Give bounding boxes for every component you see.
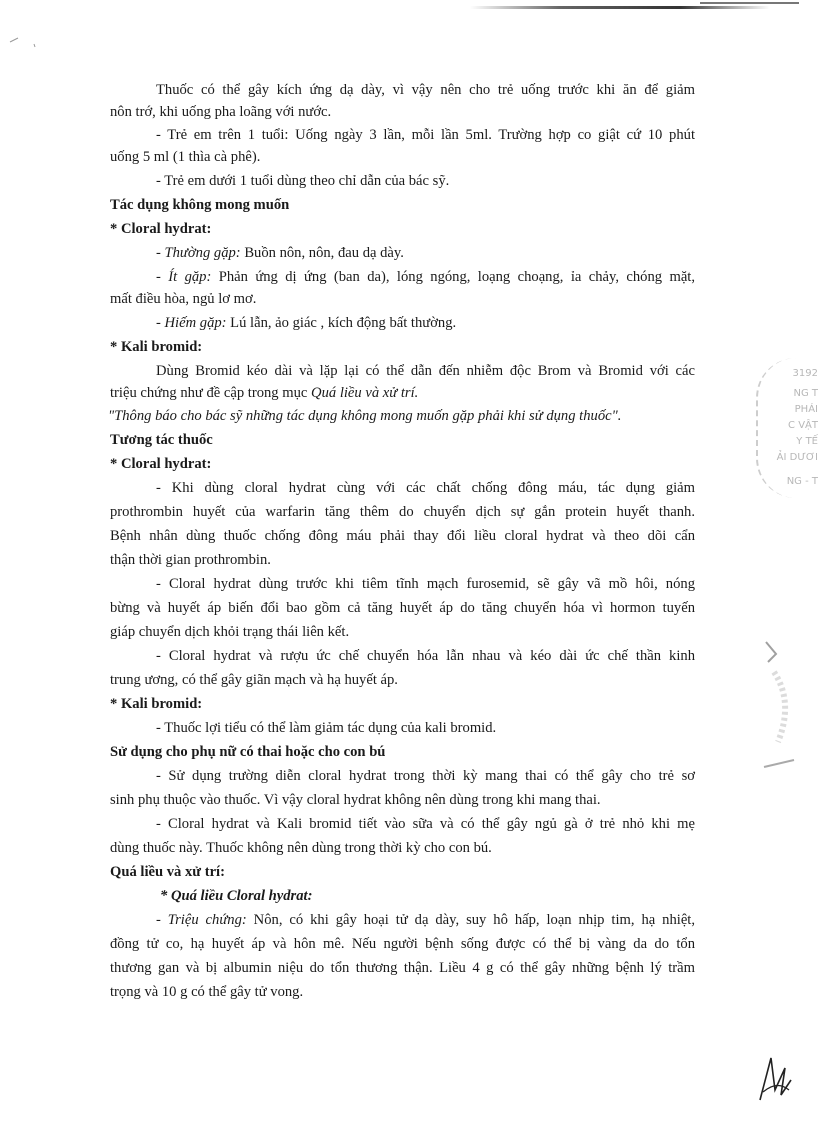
section-heading: Quá liều và xử trí: <box>110 864 225 880</box>
text-span: Phản ứng dị ứng (ban da), lóng ngóng, loạng choạng, ỉa chảy, chóng mặt, <box>211 269 696 285</box>
paragraph-line: mất điều hòa, ngủ lơ mơ. <box>110 291 257 307</box>
subsection-heading: * Cloral hydrat: <box>110 221 212 237</box>
paragraph-line: Dùng Bromid kéo dài và lặp lại có thể dẫn đến nhiễm độc Brom và Bromid với các <box>156 363 695 379</box>
paragraph-line: uống 5 ml (1 thìa cà phê). <box>110 149 261 165</box>
stamp-text: NG - T <box>786 476 818 487</box>
subsection-heading: * Kali bromid: <box>110 696 203 712</box>
paragraph-line: thương gan và bị albumin niệu do tổn thương thận. Liều 4 g có thể gây những bệnh lý trầm <box>110 960 695 976</box>
paragraph-line: - Trẻ em trên 1 tuổi: Uống ngày 3 lần, mỗi lần 5ml. Trường hợp co giật cứ 10 phút <box>156 127 695 143</box>
stamp-text: C VẬT <box>788 420 818 431</box>
scan-edge-line <box>470 6 770 9</box>
text-span: triệu chứng như đề cập trong mục <box>110 385 312 401</box>
subsection-heading: * Quá liều Cloral hydrat: <box>160 888 313 904</box>
section-heading: Sử dụng cho phụ nữ có thai hoặc cho con bú <box>110 744 386 760</box>
stamp-text: 3192 <box>792 368 818 379</box>
paragraph-line: nôn trớ, khi uống pha loãng với nước. <box>110 104 332 120</box>
stamp-seal <box>756 358 818 498</box>
paragraph-line <box>156 313 456 333</box>
label-italic: - Hiếm gặp: <box>156 315 227 331</box>
scan-mark-icon <box>8 28 38 48</box>
stamp-text: PHÁI <box>794 404 818 415</box>
section-heading: Tác dụng không mong muốn <box>110 197 290 213</box>
partial-seal-icon <box>764 632 804 772</box>
subsection-heading: * Kali bromid: <box>110 339 203 355</box>
paragraph-line: - Thuốc lợi tiểu có thể làm giảm tác dụng của kali bromid. <box>156 720 497 736</box>
text-span: Lú lẫn, ảo giác , kích động bất thường. <box>226 315 457 331</box>
label-italic: - Thường gặp: <box>156 245 241 261</box>
paragraph-line: trung ương, có thể gây giãn mạch và hạ huyết áp. <box>110 672 398 688</box>
paragraph-line: Thuốc có thể gây kích ứng dạ dày, vì vậy nên cho trẻ uống trước khi ăn để giảm <box>156 82 695 98</box>
paragraph-line: sinh phụ thuộc vào thuốc. Vì vậy cloral hydrat không nên dùng trong khi mang thai. <box>110 792 601 808</box>
paragraph-line: đồng tử co, hạ huyết áp và hôn mê. Nếu người bệnh sống được có thể bị vàng da do tổn <box>110 936 695 952</box>
paragraph-line: - Cloral hydrat và Kali bromid tiết vào sữa và có thể gây ngủ gà ở trẻ nhỏ khi mẹ <box>156 816 695 832</box>
label-italic: - Triệu chứng: <box>156 912 247 928</box>
paragraph-line: giáp chuyển dịch khỏi trạng thái liên kết. <box>110 624 350 640</box>
paragraph-line: - Sử dụng trường diễn cloral hydrat trong thời kỳ mang thai có thể gây cho trẻ sơ <box>156 768 695 784</box>
paragraph-line: - Trẻ em dưới 1 tuổi dùng theo chỉ dẫn của bác sỹ. <box>156 173 450 189</box>
paragraph-line: dùng thuốc này. Thuốc không nên dùng trong thời kỳ cho con bú. <box>110 840 492 856</box>
notice-line: "Thông báo cho bác sỹ những tác dụng không mong muốn gặp phải khi sử dụng thuốc". <box>108 408 622 424</box>
paragraph-line: Bệnh nhân dùng thuốc chống đông máu phải thay đổi liều cloral hydrat và theo dõi cẩn <box>110 528 695 544</box>
scan-edge-line <box>700 2 799 4</box>
paragraph-line: trọng và 10 g có thể gây tử vong. <box>110 984 304 1000</box>
paragraph-line <box>156 910 695 930</box>
paragraph-line <box>156 243 404 263</box>
paragraph-line <box>110 383 418 403</box>
paragraph-line: - Cloral hydrat và rượu ức chế chuyển hóa lẫn nhau và kéo dài ức chế thần kinh <box>156 648 695 664</box>
paragraph-line <box>156 267 695 287</box>
text-italic: Quá liều và xử trí. <box>311 385 419 401</box>
paragraph-line: - Khi dùng cloral hydrat cùng với các chất chống đông máu, tác dụng giảm <box>156 480 695 496</box>
stamp-text: ẢI DƯƠI <box>776 452 818 463</box>
paragraph-line: - Cloral hydrat dùng trước khi tiêm tĩnh mạch furosemid, sẽ gây vã mồ hôi, nóng <box>156 576 695 592</box>
section-heading: Tương tác thuốc <box>110 432 213 448</box>
paragraph-line: bừng và huyết áp biến đổi bao gồm cả tăng huyết áp do tăng chuyển hóa vì hormon tuyến <box>110 600 695 616</box>
stamp-text: NG T <box>793 388 818 399</box>
stamp-text: Y TẾ <box>796 436 818 447</box>
subsection-heading: * Cloral hydrat: <box>110 456 212 472</box>
signature-icon <box>755 1050 795 1105</box>
text-span: Buồn nôn, nôn, đau dạ dày. <box>240 245 404 261</box>
label-italic: - Ít gặp: <box>156 269 212 285</box>
paragraph-line: thận thời gian prothrombin. <box>110 552 271 568</box>
text-span: Nôn, có khi gây hoại tử dạ dày, suy hô hấp, loạn nhịp tim, hạ nhiệt, <box>246 912 696 928</box>
paragraph-line: prothrombin huyết của warfarin tăng thêm do chuyển dịch sự gắn protein huyết thanh. <box>110 504 695 520</box>
